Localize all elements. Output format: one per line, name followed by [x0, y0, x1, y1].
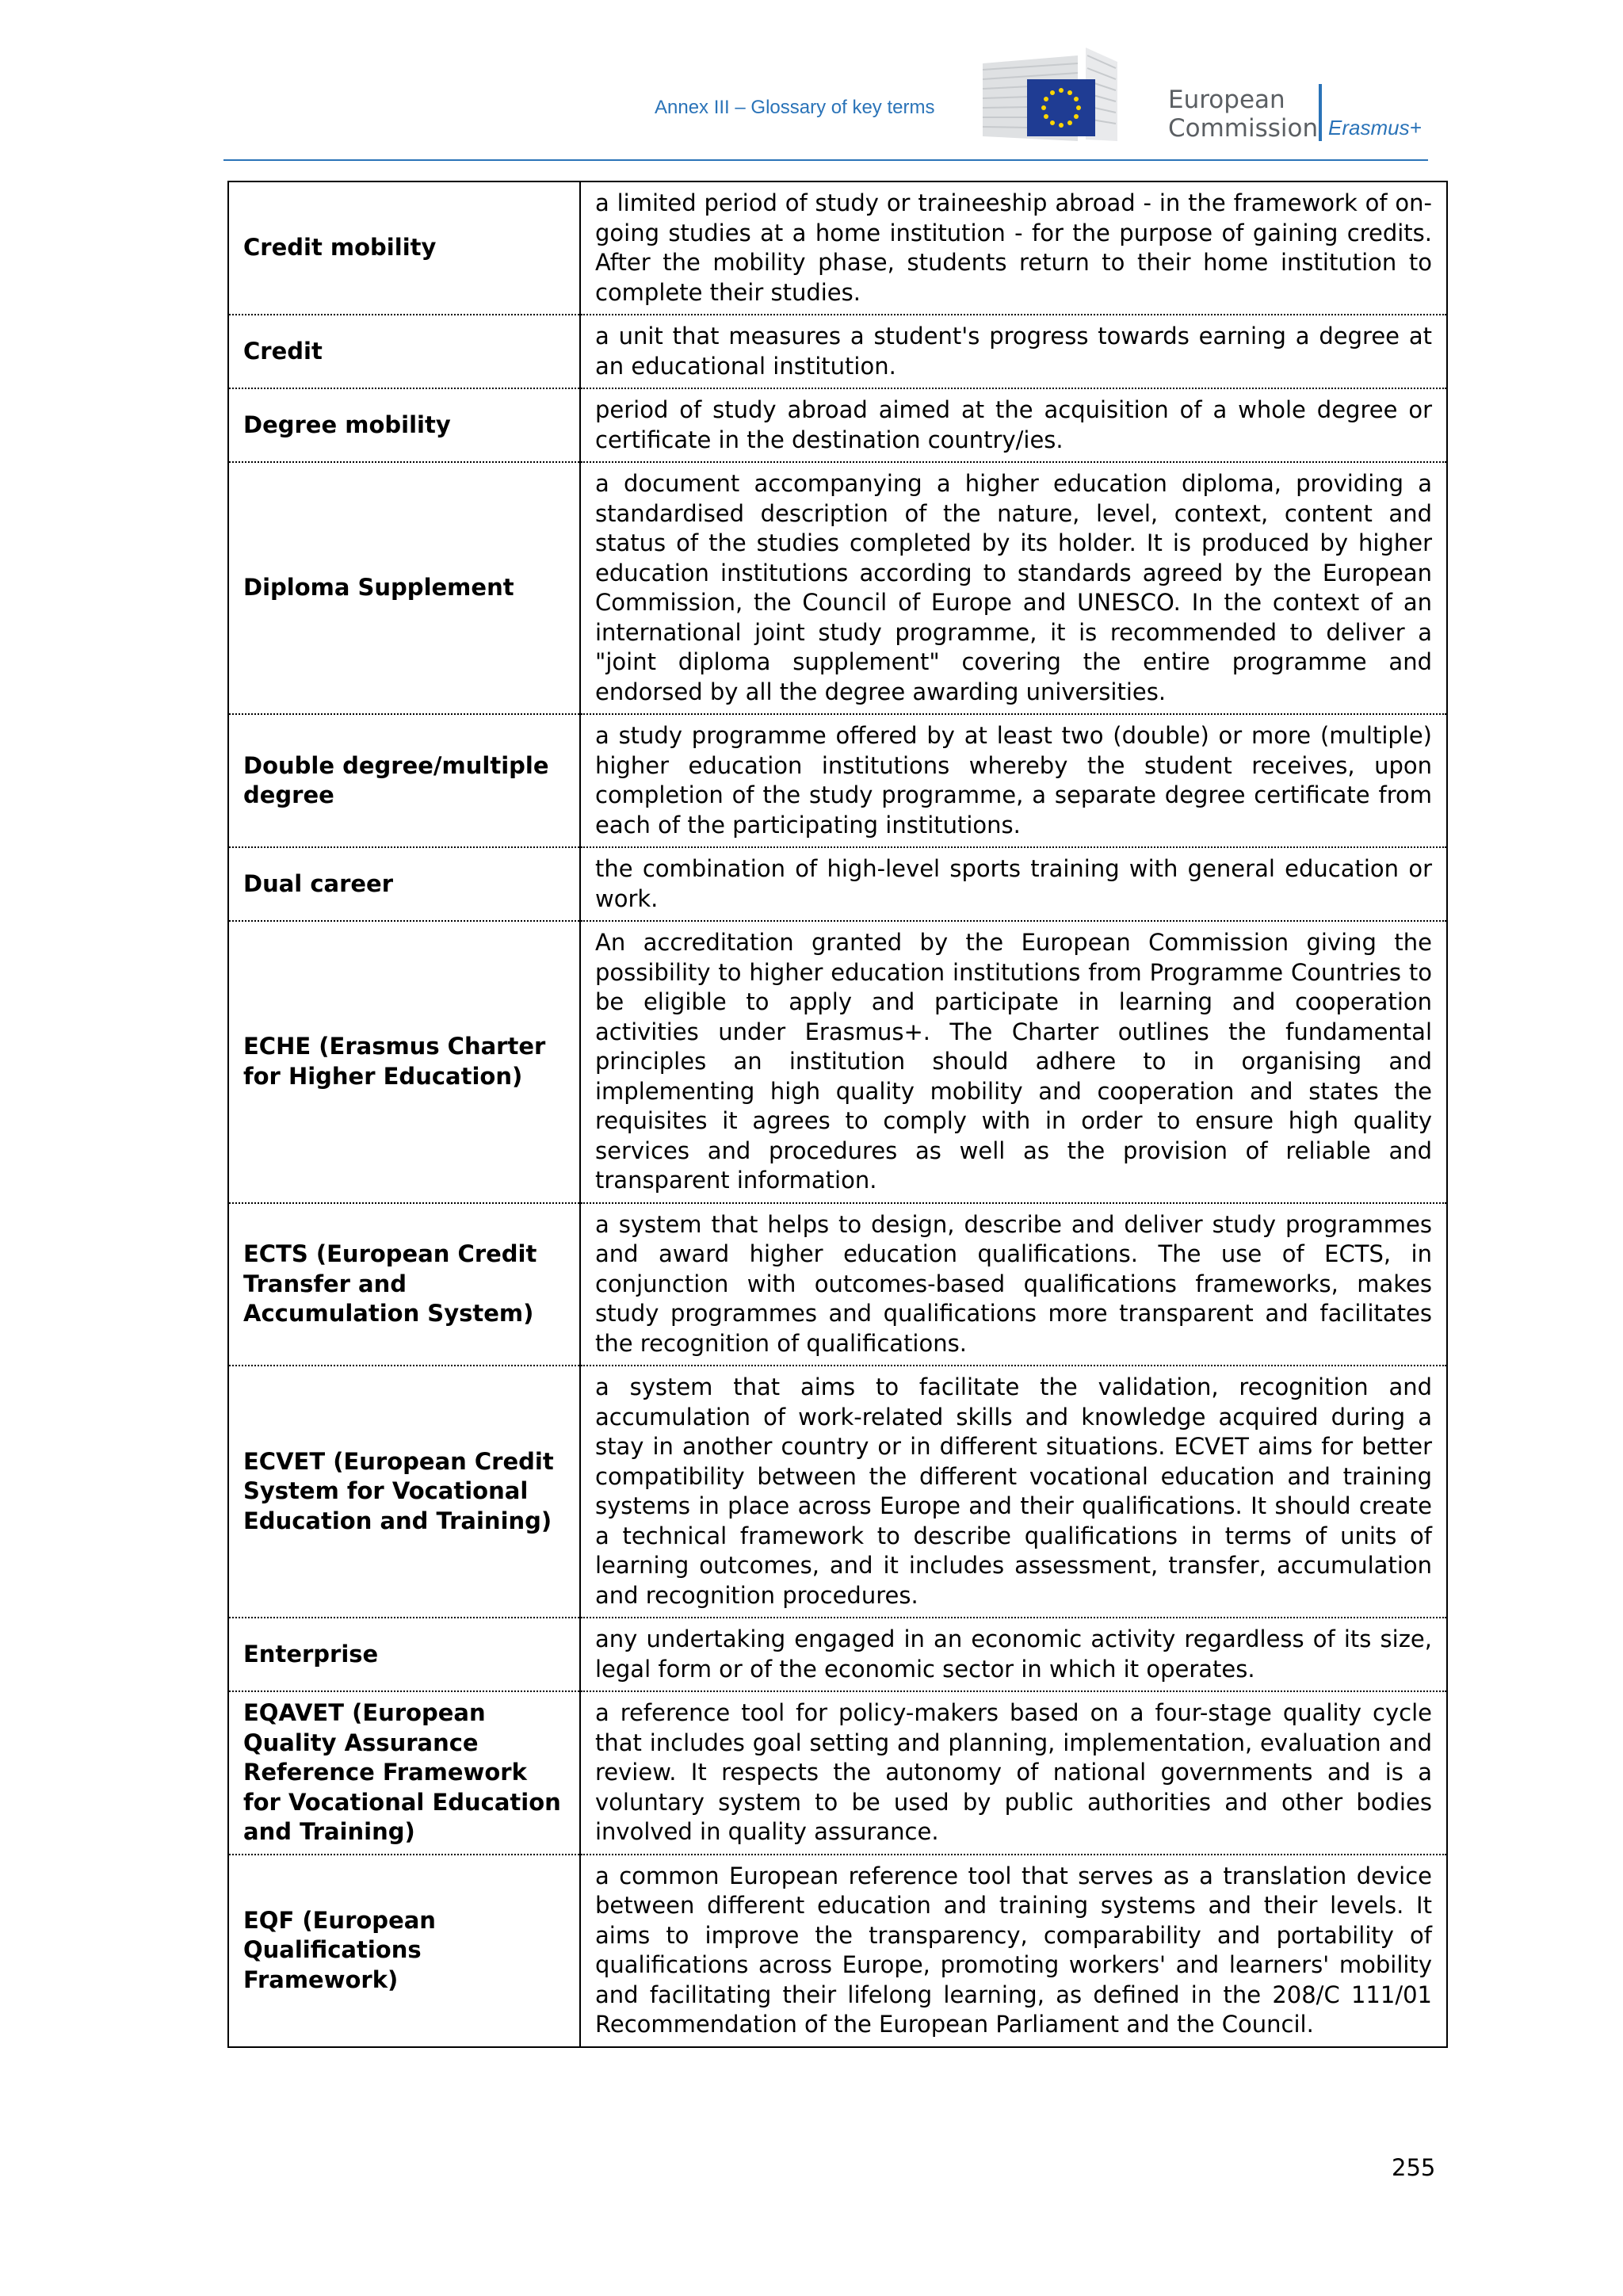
commission-logo-text: [1168, 86, 1318, 143]
definition-cell: An accreditation granted by the European Commission giving the possibility to higher education institutions from Programme Countries to be eligible to apply and participate in learning and cooperation activities under Erasmus+. The Charter outlines the fundamental principles an institution should adhere to in organising and implementing high quality mobility and cooperation and states the requisites it agrees to comply with in order to ensure high quality services and procedures as well as the provision of reliable and transparent information.: [580, 921, 1447, 1203]
table-row: [228, 1203, 1447, 1366]
table-row: [228, 1855, 1447, 2047]
term-cell: ECTS (European Credit Transfer and Accumulation System): [228, 1203, 580, 1366]
term-cell: ECHE (Erasmus Charter for Higher Education): [228, 921, 580, 1203]
table-row: [228, 462, 1447, 714]
page-header: [0, 0, 1623, 162]
logo-text-line1: European: [1168, 86, 1285, 114]
logo-text-line2: Commission: [1168, 114, 1319, 143]
table-row: [228, 1366, 1447, 1618]
term-cell: EQAVET (European Quality Assurance Reference Framework for Vocational Education and Training): [228, 1691, 580, 1855]
table-row: [228, 388, 1447, 462]
term-cell: Enterprise: [228, 1618, 580, 1691]
definition-cell: a reference tool for policy-makers based on a four-stage quality cycle that includes goal setting and planning, implementation, evaluation and review. It respects the autonomy of national governments and is a voluntary system to be used by public authorities and other bodies involved in quality assurance.: [580, 1691, 1447, 1855]
definition-cell: a common European reference tool that serves as a translation device between different education and training systems and their levels. It aims to improve the transparency, comparability and portability of qualifications across Europe, promoting workers' and learners' mobility and facilitating their lifelong learning, as defined in the 208/C 111/01 Recommendation of the European Parliament and the Council.: [580, 1855, 1447, 2047]
definition-cell: a limited period of study or traineeship abroad - in the framework of on-going studies at a home institution - for the purpose of gaining credits. After the mobility phase, students return to their home institution to complete their studies.: [580, 181, 1447, 315]
term-cell: EQF (European Qualifications Framework): [228, 1855, 580, 2047]
table-row: [228, 1691, 1447, 1855]
definition-cell: the combination of high-level sports training with general education or work.: [580, 847, 1447, 921]
term-cell: Credit mobility: [228, 181, 580, 315]
term-cell: Degree mobility: [228, 388, 580, 462]
eu-flag-icon: [1027, 79, 1095, 136]
table-row: [228, 1618, 1447, 1691]
definition-cell: period of study abroad aimed at the acquisition of a whole degree or certificate in the destination country/ies.: [580, 388, 1447, 462]
definition-cell: any undertaking engaged in an economic activity regardless of its size, legal form or of the economic sector in which it operates.: [580, 1618, 1447, 1691]
page-number: 255: [1392, 2154, 1436, 2181]
table-row: [228, 315, 1447, 388]
table-row: [228, 847, 1447, 921]
table-row: [228, 181, 1447, 315]
term-cell: ECVET (European Credit System for Vocational Education and Training): [228, 1366, 580, 1618]
glossary-table: [227, 181, 1448, 2048]
definition-cell: a document accompanying a higher education diploma, providing a standardised description of the nature, level, context, content and status of the studies completed by its holder. It is produced by higher education institutions according to standards agreed by the European Commission, the Council of Europe and UNESCO. In the context of an international joint study programme, it is recommended to deliver a "joint diploma supplement" covering the entire programme and endorsed by all the degree awarding universities.: [580, 462, 1447, 714]
term-cell: Dual career: [228, 847, 580, 921]
definition-cell: a system that aims to facilitate the validation, recognition and accumulation of work-related skills and knowledge acquired during a stay in another country or in different situations. ECVET aims for better compatibility between the different vocational education and training systems in place across Europe and their qualifications. It should create a technical framework to describe qualifications in terms of units of learning outcomes, and it includes assessment, transfer, accumulation and recognition procedures.: [580, 1366, 1447, 1618]
header-rule: [223, 159, 1428, 161]
erasmus-plus-label: Erasmus+: [1328, 116, 1422, 139]
term-cell: Double degree/multiple degree: [228, 714, 580, 847]
definition-cell: a system that helps to design, describe and deliver study programmes and award higher education qualifications. The use of ECTS, in conjunction with outcomes-based qualifications frameworks, makes study programmes and qualifications more transparent and facilitates the recognition of qualifications.: [580, 1203, 1447, 1366]
logo-separator: [1319, 84, 1322, 141]
definition-cell: a unit that measures a student's progress towards earning a degree at an educational institution.: [580, 315, 1447, 388]
header-title: Annex III – Glossary of key terms: [655, 97, 935, 118]
definition-cell: a study programme offered by at least two (double) or more (multiple) higher education institutions whereby the student receives, upon completion of the study programme, a separate degree certificate from each of the participating institutions.: [580, 714, 1447, 847]
term-cell: Diploma Supplement: [228, 462, 580, 714]
term-cell: Credit: [228, 315, 580, 388]
table-row: [228, 714, 1447, 847]
table-row: [228, 921, 1447, 1203]
